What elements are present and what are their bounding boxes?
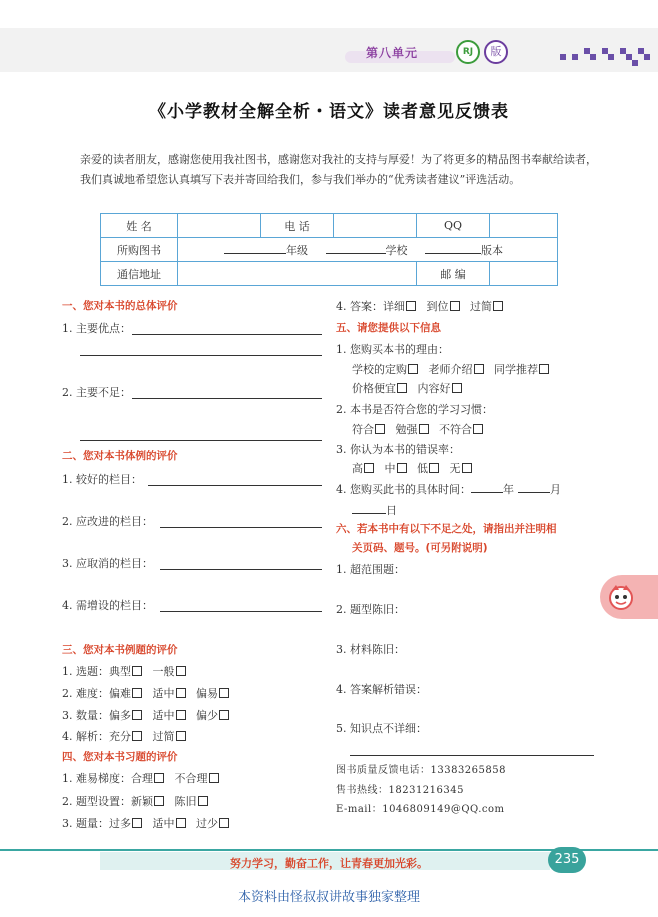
qq-field[interactable] [490, 214, 558, 238]
checkbox[interactable] [132, 731, 142, 741]
book-field[interactable] [178, 238, 558, 262]
q-exercise-gradient: 1. 难易梯度：合理 不合理 [62, 770, 219, 786]
q-purchase-reason: 1. 您购买本书的理由： [336, 343, 449, 356]
reason-options-row1: 学校的定购 老师介绍 同学推荐 [352, 361, 549, 377]
month-field[interactable] [518, 481, 550, 493]
checkbox[interactable] [408, 364, 418, 374]
q-out-of-scope: 1. 超范围题： [336, 563, 405, 576]
checkbox[interactable] [132, 818, 142, 828]
address-label: 通信地址 [101, 262, 178, 286]
q-error-rate: 3. 你认为本书的错误率： [336, 443, 460, 456]
checker-pattern-icon [560, 44, 652, 66]
checkbox[interactable] [375, 424, 385, 434]
checkbox[interactable] [397, 463, 407, 473]
checkbox[interactable] [452, 383, 462, 393]
q-outdated-material: 3. 材料陈旧： [336, 643, 405, 656]
strengths-line[interactable] [132, 334, 322, 335]
day-field[interactable] [352, 502, 386, 514]
checkbox[interactable] [474, 364, 484, 374]
page-title: 《小学教材全解全析・语文》读者意见反馈表 [149, 102, 509, 122]
checkbox[interactable] [198, 796, 208, 806]
add-columns-line[interactable] [160, 611, 322, 612]
checkbox[interactable] [450, 301, 460, 311]
q-knowledge-points: 5. 知识点不详细： [336, 722, 427, 735]
good-columns-line[interactable] [148, 485, 322, 486]
footer-motto: 努力学习，勤奋工作，让青春更加光彩。 [230, 857, 428, 870]
postcode-field[interactable] [490, 262, 558, 286]
version-label: 版本 [481, 243, 503, 257]
q-example-selection: 1. 选题：典型 一般 [62, 663, 186, 679]
checkbox[interactable] [539, 364, 549, 374]
checkbox[interactable] [419, 424, 429, 434]
section-6-title-2: 关页码、题号。(可另附说明) [352, 542, 488, 554]
section-3-title: 三、您对本书例题的评价 [62, 644, 178, 656]
improve-columns-line[interactable] [160, 527, 322, 528]
habit-options: 符合 勉强 不符合 [352, 421, 483, 437]
checkbox[interactable] [364, 463, 374, 473]
q-remove-columns: 3. 应取消的栏目： [62, 557, 153, 570]
strengths-line-2[interactable] [80, 355, 322, 356]
q-exercise-quantity: 3. 题量：过多 适中 过少 [62, 815, 229, 831]
postcode-label: 邮 编 [417, 262, 490, 286]
school-label: 学校 [385, 243, 408, 257]
section-5-title: 五、请您提供以下信息 [336, 322, 441, 334]
intro-paragraph: 亲爱的读者朋友，感谢您使用我社图书，感谢您对我社的支持与厚爱！为了将更多的精品图书奉献给读者，我们真诚地希望您认真填写下表并寄回给我们，参与我们举办的“优秀读者建议”评选活动。 [80, 153, 597, 186]
section-1-title: 一、您对本书的总体评价 [62, 300, 178, 312]
q-purchase-time: 4. 您购买此书的具体时间： 年 月 [336, 483, 561, 496]
checkbox[interactable] [397, 383, 407, 393]
credit-text: 本资料由怪叔叔讲故事独家整理 [237, 890, 420, 905]
q-purchase-day: 日 [352, 502, 397, 518]
unit-label: 第八单元 [366, 46, 419, 60]
checkbox[interactable] [132, 710, 142, 720]
page-number: 235 [548, 847, 586, 873]
q-exercise-types: 2. 题型设置：新颖 陈旧 [62, 793, 208, 809]
checkbox[interactable] [176, 710, 186, 720]
checkbox[interactable] [176, 666, 186, 676]
q-answers: 4. 答案：详细 到位 过简 [336, 298, 503, 314]
section-6-title: 六、若本书中有以下不足之处，请指出并注明相 [336, 523, 557, 535]
weaknesses-line[interactable] [132, 398, 322, 399]
error-rate-options: 高 中 低 无 [352, 460, 472, 476]
q-study-habit: 2. 本书是否符合您的学习习惯： [336, 403, 493, 416]
year-field[interactable] [471, 481, 503, 493]
remove-columns-line[interactable] [160, 569, 322, 570]
checkbox[interactable] [154, 796, 164, 806]
q-example-difficulty: 2. 难度：偏难 适中 偏易 [62, 685, 229, 701]
checkbox[interactable] [462, 463, 472, 473]
q-example-quantity: 3. 数量：偏多 适中 偏少 [62, 707, 229, 723]
checkbox[interactable] [493, 301, 503, 311]
q-strengths: 1. 主要优点： [62, 322, 131, 335]
checkbox[interactable] [209, 773, 219, 783]
contact-email: E-mail：1046809149@QQ.com [336, 804, 505, 815]
section-2-title: 二、您对本书体例的评价 [62, 450, 178, 462]
q-weaknesses: 2. 主要不足： [62, 386, 131, 399]
checkbox[interactable] [176, 818, 186, 828]
checkbox[interactable] [154, 773, 164, 783]
phone-label: 电 话 [261, 214, 334, 238]
checkbox[interactable] [219, 818, 229, 828]
reader-info-table [100, 213, 558, 286]
divider-line [350, 755, 594, 756]
q-example-analysis: 4. 解析：充分 过简 [62, 728, 186, 744]
checkbox[interactable] [473, 424, 483, 434]
checkbox[interactable] [176, 688, 186, 698]
q-improve-columns: 2. 应改进的栏目： [62, 515, 153, 528]
rj-badge: RJ [456, 40, 480, 64]
q-answer-errors: 4. 答案解析错误： [336, 683, 427, 696]
grade-label: 年级 [286, 243, 308, 257]
phone-field[interactable] [334, 214, 417, 238]
section-4-title: 四、您对本书习题的评价 [62, 751, 178, 763]
q-outdated-types: 2. 题型陈旧： [336, 603, 405, 616]
q-good-columns: 1. 较好的栏目： [62, 473, 142, 486]
checkbox[interactable] [132, 688, 142, 698]
checkbox[interactable] [406, 301, 416, 311]
mascot-icon [606, 582, 636, 612]
book-label: 所购图书 [101, 238, 178, 262]
feedback-hotline: 图书质量反馈电话：13383265858 [336, 765, 506, 776]
checkbox[interactable] [132, 666, 142, 676]
weaknesses-line-2[interactable] [80, 440, 322, 441]
checkbox[interactable] [176, 731, 186, 741]
name-field[interactable] [178, 214, 261, 238]
checkbox[interactable] [219, 710, 229, 720]
checkbox[interactable] [429, 463, 439, 473]
checkbox[interactable] [219, 688, 229, 698]
q-add-columns: 4. 需增设的栏目： [62, 599, 153, 612]
sales-hotline: 售书热线：18231216345 [336, 785, 464, 796]
address-field[interactable] [178, 262, 417, 286]
edition-badge: 版 [484, 40, 508, 64]
qq-label: QQ [417, 214, 490, 238]
name-label: 姓 名 [101, 214, 178, 238]
reason-options-row2: 价格便宜 内容好 [352, 380, 462, 396]
